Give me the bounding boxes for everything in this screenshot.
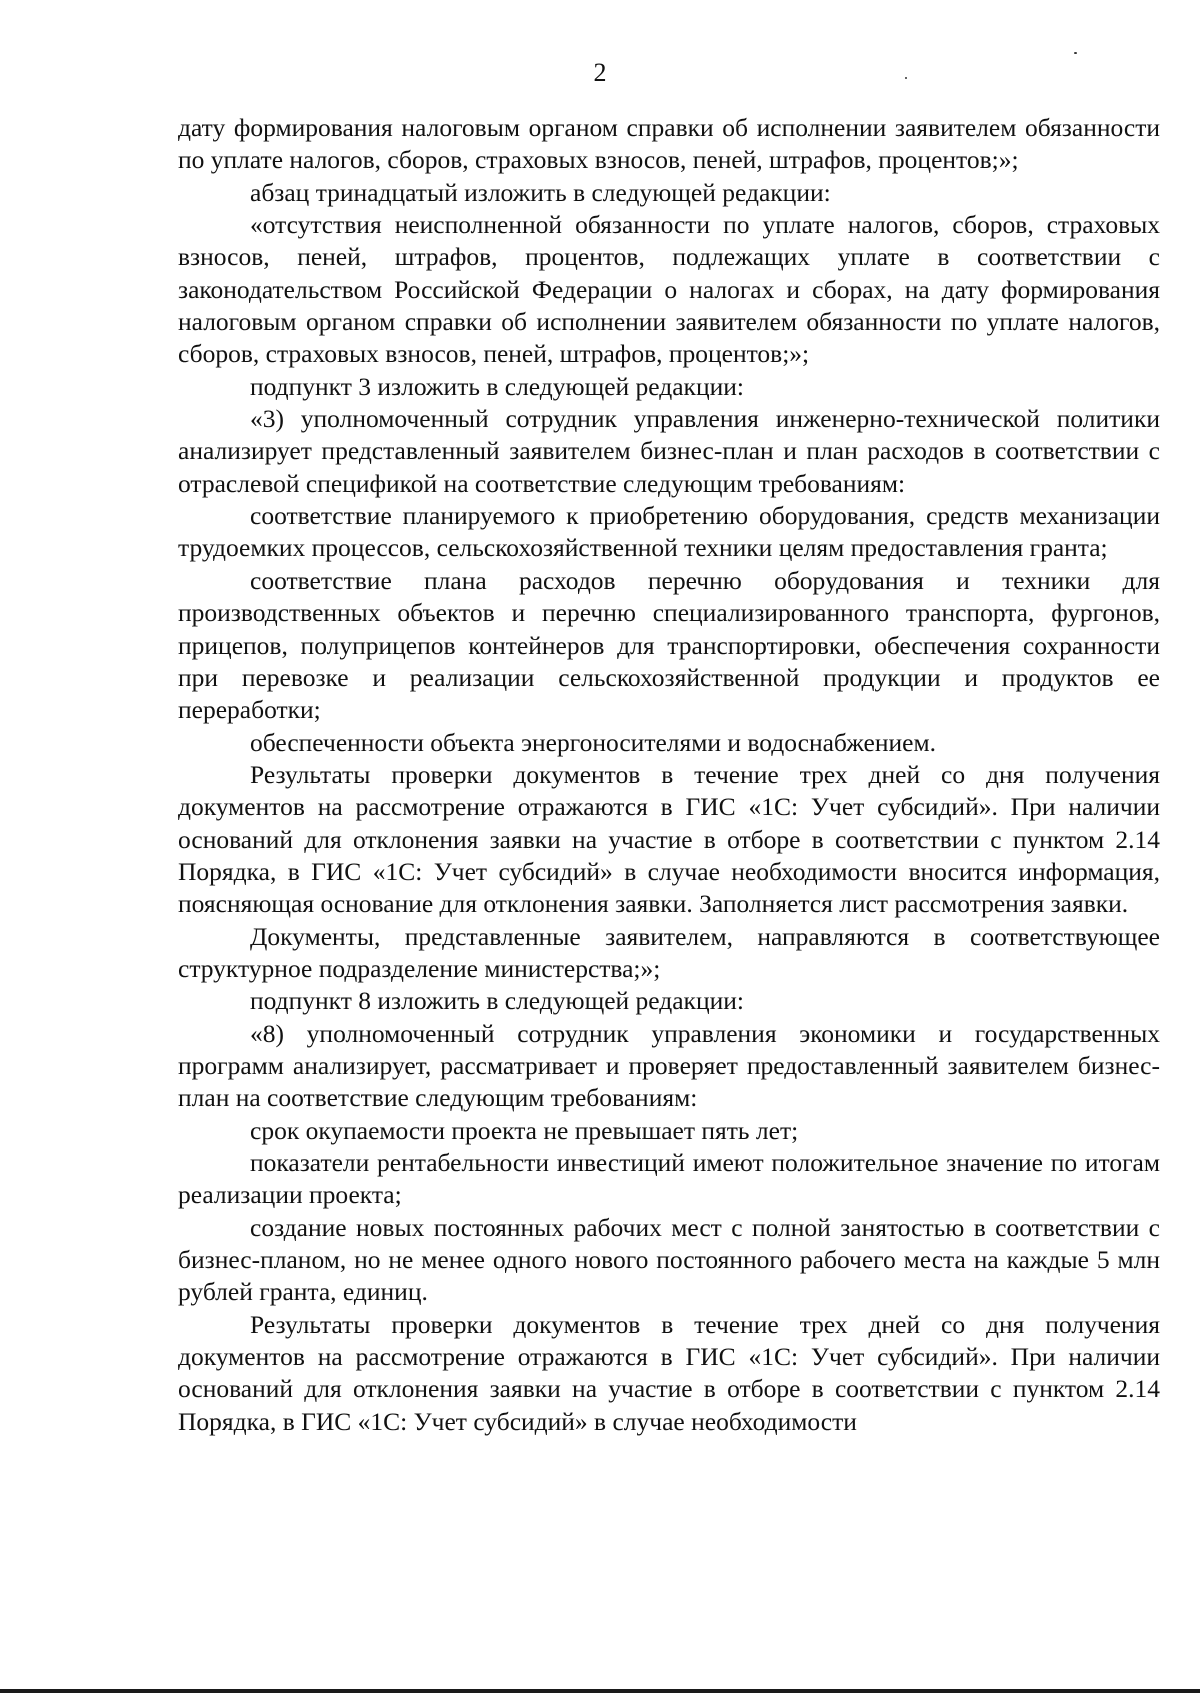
scan-speck bbox=[905, 77, 907, 79]
paragraph: соответствие планируемого к приобретению оборудования, средств механизации трудоемких процессов, сельскохозяйственной техники целям предоставления гранта; bbox=[178, 501, 1160, 563]
paragraph: Результаты проверки документов в течение трех дней со дня получения документов на рассмотрение отражаются в ГИС «1С: Учет субсидий». При наличии оснований для отклонения заявки на участие в отборе в соответствии с пунктом 2.14 Порядка, в ГИС «1С: Учет субсидий» в случае необходимости bbox=[178, 1309, 1160, 1436]
paragraph: подпункт 8 изложить в следующей редакции: bbox=[250, 986, 744, 1016]
page-bottom-rule bbox=[0, 1689, 1200, 1693]
paragraph: создание новых постоянных рабочих мест с полной занятостью в соответствии с бизнес-планом, но не менее одного нового постоянного рабочего места на каждые 5 млн рублей гранта, единиц. bbox=[178, 1212, 1160, 1307]
paragraph: срок окупаемости проекта не превышает пять лет; bbox=[250, 1115, 799, 1145]
paragraph: «3) уполномоченный сотрудник управления инженерно-технической политики анализирует представленный заявителем бизнес-план и план расходов в соответствии с отраслевой спецификой на соответствие следующим требованиям: bbox=[178, 404, 1160, 498]
paragraph: показатели рентабельности инвестиций имеют положительное значение по итогам реализации проекта; bbox=[178, 1148, 1160, 1210]
paragraph: Результаты проверки документов в течение трех дней со дня получения документов на рассмотрение отражаются в ГИС «1С: Учет субсидий». При наличии оснований для отклонения заявки на участие в отборе в соответствии с пунктом 2.14 Порядка, в ГИС «1С: Учет субсидий» в случае необходимости вносится информация, поясняющая основание для отклонения заявки. Заполняется лист рассмотрения заявки. bbox=[178, 759, 1160, 919]
paragraph: абзац тринадцатый изложить в следующей редакции: bbox=[250, 177, 831, 207]
paragraph: подпункт 3 изложить в следующей редакции: bbox=[250, 371, 744, 401]
paragraph: дату формирования налоговым органом справки об исполнении заявителем обязанности по уплате налогов, сборов, страховых взносов, пеней, штрафов, процентов;»; bbox=[178, 113, 1160, 175]
paragraph: Документы, представленные заявителем, направляются в соответствующее структурное подразделение министерства;»; bbox=[178, 921, 1160, 983]
paragraph: «8) уполномоченный сотрудник управления экономики и государственных программ анализирует, рассматривает и проверяет предоставленный заявителем бизнес-план на соответствие следующим требованиям: bbox=[178, 1018, 1160, 1113]
scan-speck bbox=[1074, 52, 1077, 54]
paragraph: соответствие плана расходов перечню оборудования и техники для производственных объектов и перечню специализированного транспорта, фургонов, прицепов, полуприцепов контейнеров для транспортировки, обеспечения сохранности при перевозке и реализации сельскохозяйственной продукции и продуктов ее переработки; bbox=[178, 565, 1160, 725]
document-body bbox=[178, 112, 1160, 1438]
paragraph: обеспеченности объекта энергоносителями и водоснабжением. bbox=[250, 727, 936, 757]
page-number: 2 bbox=[593, 58, 607, 87]
paragraph: «отсутствия неисполненной обязанности по уплате налогов, сборов, страховых взносов, пеней, штрафов, процентов, подлежащих уплате в соответствии с законодательством Российской Федерации о налогах и сборах, на дату формирования налоговым органом справки об исполнении заявителем обязанности по уплате налогов, сборов, страховых взносов, пеней, штрафов, процентов;»; bbox=[178, 210, 1160, 369]
